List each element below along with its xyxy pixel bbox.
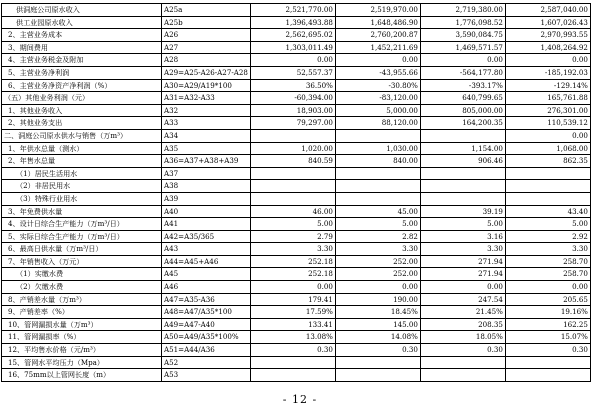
value-cell: 0.30 xyxy=(420,344,505,357)
value-cell: 0.30 xyxy=(505,344,590,357)
value-cell: 205.65 xyxy=(505,293,590,306)
table-row xyxy=(2,243,591,256)
financial-table xyxy=(1,3,591,382)
table-row xyxy=(2,104,591,117)
value-cell xyxy=(505,369,590,382)
row-label: （五）其他业务利润（元） xyxy=(2,92,162,105)
table-row xyxy=(2,155,591,168)
value-cell: 0.00 xyxy=(250,281,335,294)
row-label: 3、年免费供水量 xyxy=(2,205,162,218)
value-cell: 0.00 xyxy=(250,54,335,67)
row-formula: A26 xyxy=(162,29,251,42)
row-label: 3、期间费用 xyxy=(2,41,162,54)
row-formula: A39 xyxy=(162,192,251,205)
value-cell: 165,761.88 xyxy=(505,92,590,105)
value-cell: 5.00 xyxy=(250,218,335,231)
value-cell: 145.00 xyxy=(335,318,420,331)
table-row xyxy=(2,92,591,105)
value-cell: -564,177.80 xyxy=(420,66,505,79)
row-label: 6、主营业务净资产净利润（%） xyxy=(2,79,162,92)
value-cell xyxy=(505,180,590,193)
table-row xyxy=(2,117,591,130)
row-label: 6、最高日供水量（万m³/日） xyxy=(2,243,162,256)
value-cell: 5,000.00 xyxy=(335,104,420,117)
row-formula: A45 xyxy=(162,268,251,281)
table-row xyxy=(2,281,591,294)
row-formula: A29=A25-A26-A27-A28 xyxy=(162,66,251,79)
value-cell: 0.00 xyxy=(420,54,505,67)
value-cell xyxy=(335,369,420,382)
value-cell: 2,760,200.87 xyxy=(335,29,420,42)
table-row xyxy=(2,16,591,29)
value-cell: 3.30 xyxy=(420,243,505,256)
value-cell: 13.08% xyxy=(250,331,335,344)
value-cell: 0.00 xyxy=(505,281,590,294)
row-formula: A49=A47-A40 xyxy=(162,318,251,331)
value-cell: 5.00 xyxy=(420,218,505,231)
value-cell: 276,301.00 xyxy=(505,104,590,117)
table-row xyxy=(2,230,591,243)
value-cell: 2,519,970.00 xyxy=(335,4,420,17)
row-label: 12、平均售水价格（元/m³） xyxy=(2,344,162,357)
page-number: - 12 - xyxy=(282,393,318,406)
value-cell: 39.19 xyxy=(420,205,505,218)
row-label: （1）居民生活用水 xyxy=(2,167,162,180)
value-cell: 840.00 xyxy=(335,155,420,168)
value-cell xyxy=(420,167,505,180)
value-cell xyxy=(420,180,505,193)
value-cell: 1,648,486.90 xyxy=(335,16,420,29)
value-cell: 19.16% xyxy=(505,306,590,319)
row-formula: A42=A35/365 xyxy=(162,230,251,243)
value-cell xyxy=(250,180,335,193)
value-cell: -60,394.00 xyxy=(250,92,335,105)
row-formula: A33 xyxy=(162,117,251,130)
value-cell: 252.00 xyxy=(335,255,420,268)
value-cell: 3.30 xyxy=(335,243,420,256)
row-label: 11、管网漏损率（%） xyxy=(2,331,162,344)
value-cell: -83,120.00 xyxy=(335,92,420,105)
row-label: 2、主营业务成本 xyxy=(2,29,162,42)
value-cell: 252.18 xyxy=(250,268,335,281)
value-cell: 0.00 xyxy=(335,54,420,67)
value-cell: 164,200.35 xyxy=(420,117,505,130)
row-label: 4、主营业务税金及附加 xyxy=(2,54,162,67)
row-formula: A50=A49/A35*100% xyxy=(162,331,251,344)
value-cell: 1,776,098.52 xyxy=(420,16,505,29)
value-cell: 208.35 xyxy=(420,318,505,331)
table-row xyxy=(2,41,591,54)
value-cell: -43,955.66 xyxy=(335,66,420,79)
value-cell: 906.46 xyxy=(420,155,505,168)
table-row xyxy=(2,205,591,218)
value-cell: 36.50% xyxy=(250,79,335,92)
value-cell: 1,030.00 xyxy=(335,142,420,155)
table-row xyxy=(2,306,591,319)
table-row xyxy=(2,29,591,42)
value-cell xyxy=(420,369,505,382)
value-cell: -393.17% xyxy=(420,79,505,92)
value-cell: 1,396,493.88 xyxy=(250,16,335,29)
row-formula: A47=A35-A36 xyxy=(162,293,251,306)
value-cell: 0.00 xyxy=(505,54,590,67)
value-cell xyxy=(335,192,420,205)
value-cell: 1,020.00 xyxy=(250,142,335,155)
row-formula: A28 xyxy=(162,54,251,67)
value-cell: 52,557.37 xyxy=(250,66,335,79)
value-cell: 3.16 xyxy=(420,230,505,243)
table-row xyxy=(2,331,591,344)
value-cell: 0.00 xyxy=(335,281,420,294)
table-row xyxy=(2,167,591,180)
row-label: 二、洞庭公司原水供水与销售（万m³） xyxy=(2,129,162,142)
value-cell xyxy=(335,167,420,180)
value-cell: 271.94 xyxy=(420,268,505,281)
value-cell: 46.00 xyxy=(250,205,335,218)
value-cell: 0.00 xyxy=(505,129,590,142)
value-cell: -30.80% xyxy=(335,79,420,92)
value-cell: 18.05% xyxy=(420,331,505,344)
row-label: （2）欠缴水费 xyxy=(2,281,162,294)
value-cell: 2,970,993.55 xyxy=(505,29,590,42)
value-cell xyxy=(335,129,420,142)
value-cell: 18,903.00 xyxy=(250,104,335,117)
row-label: （3）特殊行业用水 xyxy=(2,192,162,205)
table-row xyxy=(2,356,591,369)
value-cell: -185,192.03 xyxy=(505,66,590,79)
value-cell xyxy=(505,356,590,369)
row-label: 1、其他业务收入 xyxy=(2,104,162,117)
row-label: 1、年供水总量（测水） xyxy=(2,142,162,155)
row-label: 5、实际日综合生产能力（万m³/日） xyxy=(2,230,162,243)
row-formula: A38 xyxy=(162,180,251,193)
row-formula: A32 xyxy=(162,104,251,117)
value-cell: 0.30 xyxy=(250,344,335,357)
value-cell: 2,587,040.00 xyxy=(505,4,590,17)
value-cell xyxy=(335,356,420,369)
row-formula: A51=A44/A36 xyxy=(162,344,251,357)
row-label: 4、设计日综合生产能力（万m³/日） xyxy=(2,218,162,231)
row-formula: A43 xyxy=(162,243,251,256)
value-cell xyxy=(335,180,420,193)
value-cell: 840.59 xyxy=(250,155,335,168)
row-label: 15、管网水平均压力（Mpa） xyxy=(2,356,162,369)
table-row xyxy=(2,218,591,231)
value-cell: 1,303,011.49 xyxy=(250,41,335,54)
value-cell: 3,590,084.75 xyxy=(420,29,505,42)
value-cell: 1,068.00 xyxy=(505,142,590,155)
value-cell: 43.40 xyxy=(505,205,590,218)
value-cell: 2,719,380.00 xyxy=(420,4,505,17)
value-cell: 3.30 xyxy=(250,243,335,256)
row-formula: A44=A45+A46 xyxy=(162,255,251,268)
value-cell: 17.59% xyxy=(250,306,335,319)
table-row xyxy=(2,255,591,268)
value-cell: 1,469,571.57 xyxy=(420,41,505,54)
value-cell: 2,521,770.00 xyxy=(250,4,335,17)
row-formula: A48=A47/A35*100 xyxy=(162,306,251,319)
row-formula: A25b xyxy=(162,16,251,29)
value-cell: 2.92 xyxy=(505,230,590,243)
value-cell: 2,562,695.02 xyxy=(250,29,335,42)
value-cell: 15.07% xyxy=(505,331,590,344)
value-cell: 88,120.00 xyxy=(335,117,420,130)
value-cell xyxy=(505,167,590,180)
row-formula: A35 xyxy=(162,142,251,155)
row-label: 8、产销差水量（万m³） xyxy=(2,293,162,306)
row-formula: A31=A32-A33 xyxy=(162,92,251,105)
value-cell: 5.00 xyxy=(335,218,420,231)
table-row xyxy=(2,180,591,193)
value-cell xyxy=(250,356,335,369)
row-formula: A40 xyxy=(162,205,251,218)
row-formula: A25a xyxy=(162,4,251,17)
value-cell: 1,154.00 xyxy=(420,142,505,155)
value-cell: 1,452,211.69 xyxy=(335,41,420,54)
value-cell xyxy=(250,167,335,180)
value-cell xyxy=(505,192,590,205)
table-row xyxy=(2,129,591,142)
table-row xyxy=(2,192,591,205)
value-cell: 21.45% xyxy=(420,306,505,319)
value-cell: 2.82 xyxy=(335,230,420,243)
value-cell: 5.00 xyxy=(505,218,590,231)
row-formula: A53 xyxy=(162,369,251,382)
value-cell: 252.18 xyxy=(250,255,335,268)
table-row xyxy=(2,369,591,382)
row-label: （2）非居民用水 xyxy=(2,180,162,193)
row-formula: A46 xyxy=(162,281,251,294)
row-label: 供洞庭公司原水收入 xyxy=(2,4,162,17)
value-cell: 0.30 xyxy=(335,344,420,357)
table-row xyxy=(2,268,591,281)
table-body xyxy=(2,4,591,382)
value-cell xyxy=(420,192,505,205)
row-formula: A27 xyxy=(162,41,251,54)
row-formula: A34 xyxy=(162,129,251,142)
value-cell xyxy=(420,129,505,142)
value-cell: 640,799.65 xyxy=(420,92,505,105)
table-row xyxy=(2,54,591,67)
value-cell: 14.08% xyxy=(335,331,420,344)
value-cell: 133.41 xyxy=(250,318,335,331)
row-label: （1）实缴水费 xyxy=(2,268,162,281)
table-row xyxy=(2,293,591,306)
value-cell: 247.54 xyxy=(420,293,505,306)
value-cell xyxy=(420,356,505,369)
value-cell: 190.00 xyxy=(335,293,420,306)
row-formula: A36=A37+A38+A39 xyxy=(162,155,251,168)
value-cell: 252.00 xyxy=(335,268,420,281)
value-cell: 1,408,264.92 xyxy=(505,41,590,54)
value-cell xyxy=(250,129,335,142)
row-label: 5、主营业务净利润 xyxy=(2,66,162,79)
value-cell xyxy=(250,192,335,205)
value-cell: 79,297.00 xyxy=(250,117,335,130)
value-cell: 258.70 xyxy=(505,268,590,281)
table-row xyxy=(2,142,591,155)
value-cell: 18.45% xyxy=(335,306,420,319)
value-cell: 162.25 xyxy=(505,318,590,331)
table-row xyxy=(2,4,591,17)
value-cell: 0.00 xyxy=(420,281,505,294)
row-label: 2、年售水总量 xyxy=(2,155,162,168)
value-cell: 2.79 xyxy=(250,230,335,243)
row-label: 供工业园原水收入 xyxy=(2,16,162,29)
table-row xyxy=(2,79,591,92)
row-label: 16、75mm以上管网长度（m） xyxy=(2,369,162,382)
value-cell: 179.41 xyxy=(250,293,335,306)
value-cell: 258.70 xyxy=(505,255,590,268)
value-cell: 110,539.12 xyxy=(505,117,590,130)
table-row xyxy=(2,318,591,331)
row-label: 2、其他业务支出 xyxy=(2,117,162,130)
value-cell: 45.00 xyxy=(335,205,420,218)
value-cell: 862.35 xyxy=(505,155,590,168)
row-label: 7、年销售收入（万元） xyxy=(2,255,162,268)
row-formula: A30=A29/A19*100 xyxy=(162,79,251,92)
value-cell: -129.14% xyxy=(505,79,590,92)
table-row xyxy=(2,344,591,357)
data-sheet xyxy=(1,3,591,382)
row-formula: A52 xyxy=(162,356,251,369)
value-cell: 805,000.00 xyxy=(420,104,505,117)
value-cell xyxy=(250,369,335,382)
row-label: 10、管网漏损水量（万m³） xyxy=(2,318,162,331)
row-formula: A37 xyxy=(162,167,251,180)
value-cell: 271.94 xyxy=(420,255,505,268)
row-formula: A41 xyxy=(162,218,251,231)
row-label: 9、产销差率（%） xyxy=(2,306,162,319)
table-row xyxy=(2,66,591,79)
value-cell: 1,607,026.43 xyxy=(505,16,590,29)
value-cell: 3.30 xyxy=(505,243,590,256)
